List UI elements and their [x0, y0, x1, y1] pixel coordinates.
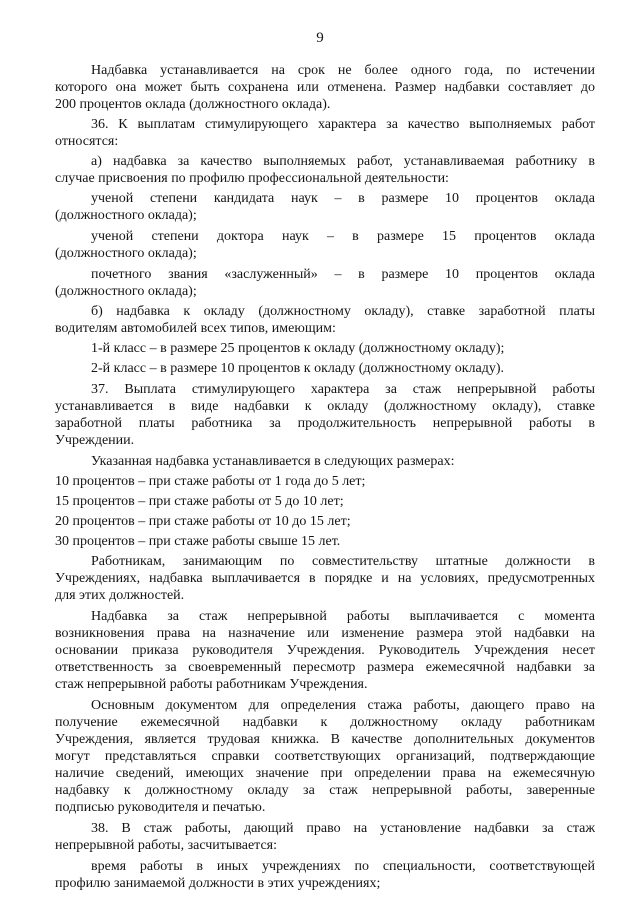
text-line: 15 процентов – при стаже работы от 5 до 10 лет;	[55, 494, 344, 509]
text-line: непрерывной работы, засчитывается:	[55, 838, 278, 853]
text-line: 37. Выплата стимулирующего характера за стаж непрерывной работы	[91, 382, 595, 397]
text-line: случае присвоения по профилю профессиональной деятельности:	[55, 171, 449, 186]
text-line: 200 процентов оклада (должностного оклада).	[55, 97, 331, 112]
text-line: наличие сведений, имеющих значение при определении права на ежемесячную	[55, 766, 595, 781]
text-line: 1-й класс – в размере 25 процентов к окладу (должностному окладу);	[91, 341, 505, 356]
text-line: (должностного оклада);	[55, 246, 197, 261]
text-line: профилю занимаемой должности в этих учреждениях;	[55, 876, 381, 891]
text-line: возникновения права на назначение или изменение размера этой надбавки на	[55, 626, 595, 641]
text-line: Учреждения, является трудовая книжка. В качестве дополнительных документов	[55, 732, 595, 747]
text-line: 2-й класс – в размере 10 процентов к окладу (должностному окладу).	[91, 361, 504, 376]
text-line: 36. К выплатам стимулирующего характера за качество выполняемых работ	[91, 117, 595, 132]
text-line: ответственность за своевременный пересмотр размера ежемесячной надбавки за	[55, 660, 595, 675]
text-line: могут представляться справки соответствующих организаций, подтверждающие	[55, 749, 595, 764]
text-line: 20 процентов – при стаже работы от 10 до 15 лет;	[55, 514, 351, 529]
text-line: водителям автомобилей всех типов, имеющим:	[55, 321, 336, 336]
text-line: для этих должностей.	[55, 588, 185, 603]
text-line: надбавку к должностному окладу за стаж непрерывной работы, заверенные	[55, 783, 595, 798]
text-line: относятся:	[55, 134, 119, 149]
text-line: (должностного оклада);	[55, 284, 197, 299]
page-body	[55, 62, 595, 892]
text-line: заработной платы работника за продолжительность непрерывной работы в	[55, 416, 595, 431]
text-line: Работникам, занимающим по совместительству штатные должности в	[91, 554, 595, 569]
text-line: б) надбавка к окладу (должностному окладу), ставке заработной платы	[91, 304, 595, 319]
text-line: Надбавка за стаж непрерывной работы выплачивается с момента	[91, 609, 595, 624]
text-line: ученой степени доктора наук – в размере 15 процентов оклада	[91, 229, 595, 244]
text-line: основании приказа руководителя Учреждения. Руководитель Учреждения несет	[55, 643, 595, 658]
text-line: 30 процентов – при стаже работы свыше 15 лет.	[55, 534, 341, 549]
text-line: 38. В стаж работы, дающий право на установление надбавки за стаж	[91, 821, 595, 836]
text-line: время работы в иных учреждениях по специальности, соответствующей	[91, 859, 595, 874]
text-line: Надбавка устанавливается на срок не более одного года, по истечении	[91, 63, 595, 78]
text-line: подписью руководителя и печатью.	[55, 800, 266, 815]
text-line: Учреждении.	[55, 433, 135, 448]
text-line: 10 процентов – при стаже работы от 1 года до 5 лет;	[55, 474, 366, 489]
text-line: а) надбавка за качество выполняемых работ, устанавливаемая работнику в	[91, 154, 595, 169]
text-line: почетного звания «заслуженный» – в размере 10 процентов оклада	[91, 267, 595, 282]
text-line: устанавливается в виде надбавки к окладу (должностному окладу), ставке	[55, 399, 595, 414]
page-number: 9	[316, 30, 324, 46]
text-line: Основным документом для определения стажа работы, дающего право на	[91, 698, 595, 713]
text-line: которого она может быть сохранена или отменена. Размер надбавки составляет до	[55, 80, 595, 95]
text-line: ученой степени кандидата наук – в размере 10 процентов оклада	[91, 191, 595, 206]
text-line: (должностного оклада);	[55, 208, 197, 223]
text-line: Учреждениях, надбавка выплачивается в порядке и на условиях, предусмотренных	[55, 571, 595, 586]
text-line: получение ежемесячной надбавки к должностному окладу работникам	[55, 715, 595, 730]
text-line: Указанная надбавка устанавливается в следующих размерах:	[91, 454, 455, 469]
text-line: стаж непрерывной работы работникам Учреждения.	[55, 677, 368, 692]
